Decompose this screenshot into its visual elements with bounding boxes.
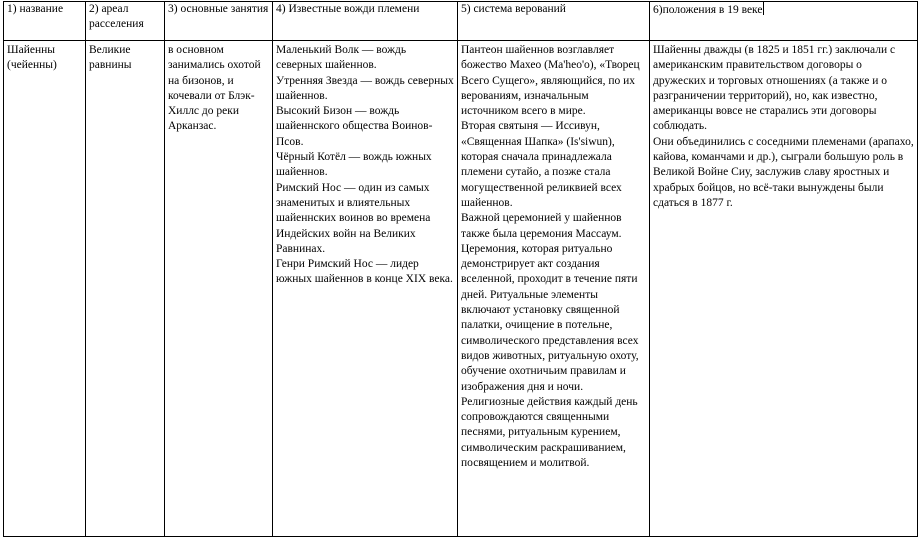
- cell-position[interactable]: [650, 41, 918, 537]
- data-row: [4, 41, 918, 537]
- cell-occupation[interactable]: [165, 41, 273, 537]
- header-area: 2) ареал расселения: [89, 3, 144, 31]
- belief-paragraph: Религиозные действия каждый день сопровождаются священными песнями, ритуальным курением, символическим раскрашиванием, посвящением и молитвой.: [461, 395, 638, 470]
- header-row: [4, 2, 918, 41]
- belief-paragraph: Вторая святыня — Иссивун, «Священная Шапка» (Is'siwun), которая сначала принадлежала племени сутайо, а позже стала могущественной реликвией всех шайеннов.: [461, 120, 622, 209]
- header-cell-beliefs[interactable]: [458, 2, 650, 41]
- leader-entry: Римский Нос — один из самых знаменитых и влиятельных шайеннских воинов во времена Индейских войн на Великих Равнинах.: [276, 181, 431, 255]
- leader-entry: Чёрный Котёл — вождь южных шайеннов.: [276, 151, 432, 179]
- header-leaders: 4) Известные вожди племени: [276, 3, 420, 15]
- belief-paragraph: Важной церемонией у шайеннов также была церемония Массаум.: [461, 212, 622, 240]
- cell-beliefs[interactable]: [458, 41, 650, 537]
- position-paragraph: Шайенны дважды (в 1825 и 1851 гг.) заключали с американским правительством договоры о дружеских и торговых отношениях (а также и о разграничении территорий), но, как известно, американцы вовсе не старались эти договоры соблюдать.: [653, 44, 896, 133]
- header-position: 6)положения в 19 веке: [653, 4, 763, 16]
- leader-entry: Маленький Волк — вождь северных шайеннов.: [276, 44, 407, 72]
- position-paragraph: Они объединились с соседними племенами (арапахо, кайова, команчами и др.), сыграли большую роль в Великой Войне Сиу, заслужив славу яростных и храбрых бойцов, но всё-таки вынуждены были сдаться в 1877 г.: [653, 135, 914, 209]
- document-table: [3, 1, 918, 537]
- header-occupation: 3) основные занятия: [168, 3, 269, 15]
- leader-entry: Генри Римский Нос — лидер южных шайеннов в конце XIX века.: [276, 258, 453, 286]
- header-beliefs: 5) система верований: [461, 3, 566, 15]
- cell-area[interactable]: [86, 41, 165, 537]
- leader-entry: Утренняя Звезда — вождь северных шайеннов.: [276, 74, 454, 102]
- cell-name[interactable]: [4, 41, 86, 537]
- header-cell-name[interactable]: [4, 2, 86, 41]
- header-cell-position[interactable]: [650, 2, 918, 41]
- header-cell-occupation[interactable]: [165, 2, 273, 41]
- text-cursor: [763, 2, 764, 15]
- cell-leaders[interactable]: [273, 41, 458, 537]
- leader-entry: Высокий Бизон — вождь шайеннского общества Воинов-Псов.: [276, 105, 433, 148]
- belief-paragraph: Пантеон шайеннов возглавляет божество Махео (Ma'heo'o), «Творец Всего Сущего», являющийся, по их верованиям, изначальным источником всего в мире.: [461, 44, 640, 118]
- header-cell-area[interactable]: [86, 2, 165, 41]
- belief-paragraph: Церемония, которая ритуально демонстрирует акт создания вселенной, проходит в течение пяти дней. Ритуальные элементы включают установку священной палатки, очищение в потельне, символического представления всех видов животных, ритуальную охоту, обучение охотничьим правилам и изображения дня и ночи.: [461, 242, 639, 393]
- tribe-name: Шайенны (чейенны): [7, 44, 57, 72]
- tribe-area: Великие равнины: [89, 44, 132, 72]
- header-name: 1) название: [7, 3, 64, 15]
- header-cell-leaders[interactable]: [273, 2, 458, 41]
- tribe-occupation: в основном занимались охотой на бизонов, и кочевали от Блэк-Хиллс до реки Арканзас.: [168, 44, 261, 133]
